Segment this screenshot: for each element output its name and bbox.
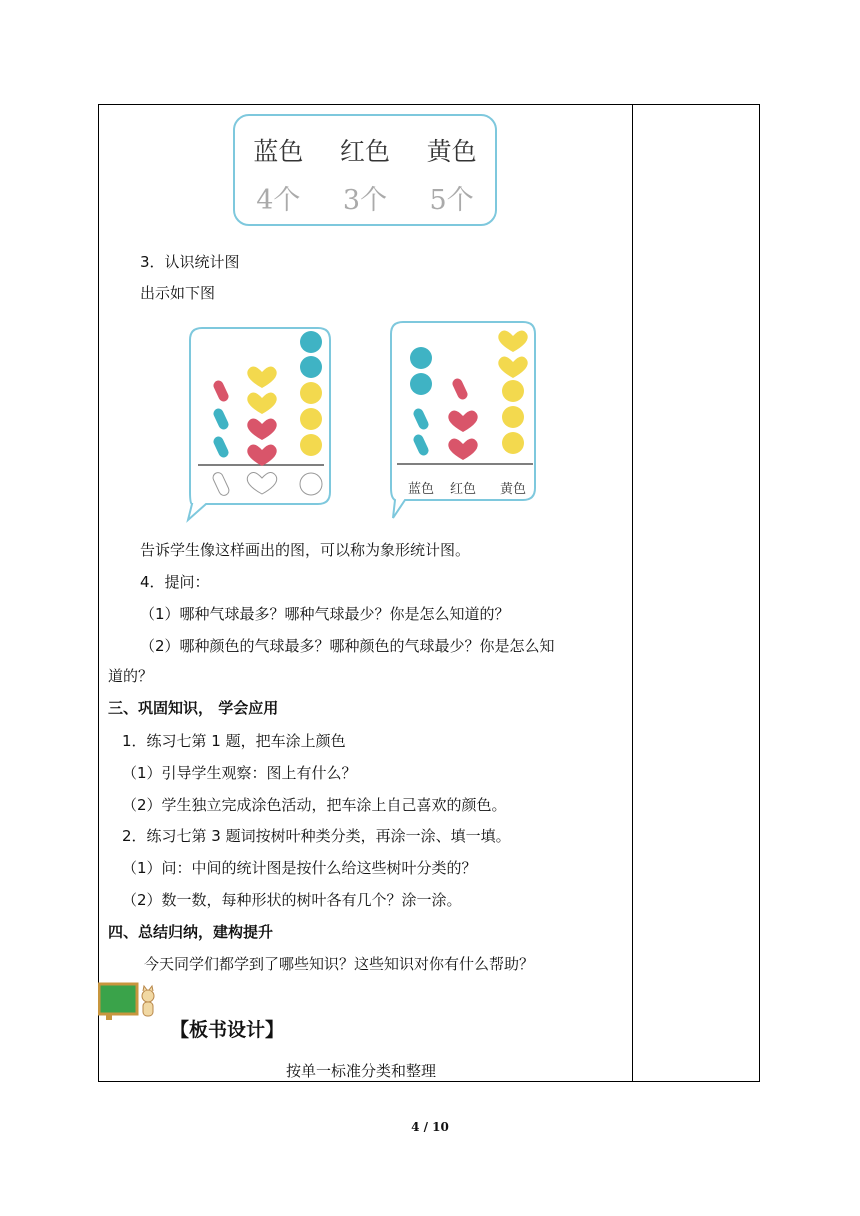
tally-card (233, 114, 497, 226)
axis-label-blue: 蓝色 (407, 482, 435, 497)
section-4-heading: 四、总结归纳，建构提升 (108, 923, 274, 941)
axis-label-yellow: 黄色 (499, 482, 527, 497)
question-2-continued: 道的？ (108, 667, 154, 685)
chalkboard-cat-icon (98, 980, 158, 1022)
page-number: 4 / 10 (411, 1120, 449, 1134)
exercise-1-step-2: （2）学生独立完成涂色活动，把车涂上自己喜欢的颜色。 (122, 796, 507, 814)
tally-name-blue: 蓝色 (253, 137, 304, 166)
tally-name-yellow: 黄色 (426, 137, 477, 166)
pictograph-by-color (383, 318, 543, 523)
axis-label-red: 红色 (449, 482, 477, 497)
question-1: （1）哪种气球最多？哪种气球最少？你是怎么知道的？ (140, 605, 510, 623)
table-column-divider (632, 104, 633, 1082)
board-design-title: 【板书设计】 (170, 1019, 285, 1041)
pictograph-by-shape (180, 320, 340, 525)
exercise-2: 2．练习七第 3 题词按树叶种类分类，再涂一涂、填一填。 (122, 827, 511, 845)
round-balloon-column (300, 331, 322, 456)
board-design-subtitle: 按单一标准分类和整理 (286, 1062, 437, 1080)
exercise-2-step-1: （1）问：中间的统计图是按什么给这些树叶分类的？ (122, 859, 477, 877)
pictograph-explanation: 告诉学生像这样画出的图，可以称为象形统计图。 (140, 541, 471, 559)
tally-name-red: 红色 (339, 137, 390, 166)
exercise-2-step-2: （2）数一数，每种形状的树叶各有几个？涂一涂。 (122, 891, 462, 909)
exercise-1: 1．练习七第 1 题，把车涂上颜色 (122, 732, 346, 750)
summary-question: 今天同学们都学到了哪些知识？这些知识对你有什么帮助？ (144, 955, 535, 973)
step-3-text: 出示如下图 (140, 284, 216, 302)
tally-count-yellow: 5个 (429, 185, 474, 216)
step-3-heading: 3．认识统计图 (140, 253, 240, 271)
section-3-heading: 三、巩固知识， 学会应用 (108, 699, 279, 717)
exercise-1-step-1: （1）引导学生观察：图上有什么？ (122, 764, 357, 782)
step-4-heading: 4．提问： (140, 573, 210, 591)
tally-count-red: 3个 (342, 185, 388, 216)
question-2: （2）哪种颜色的气球最多？哪种颜色的气球最少？你是怎么知 (140, 637, 555, 655)
tally-count-blue: 4个 (256, 185, 301, 216)
